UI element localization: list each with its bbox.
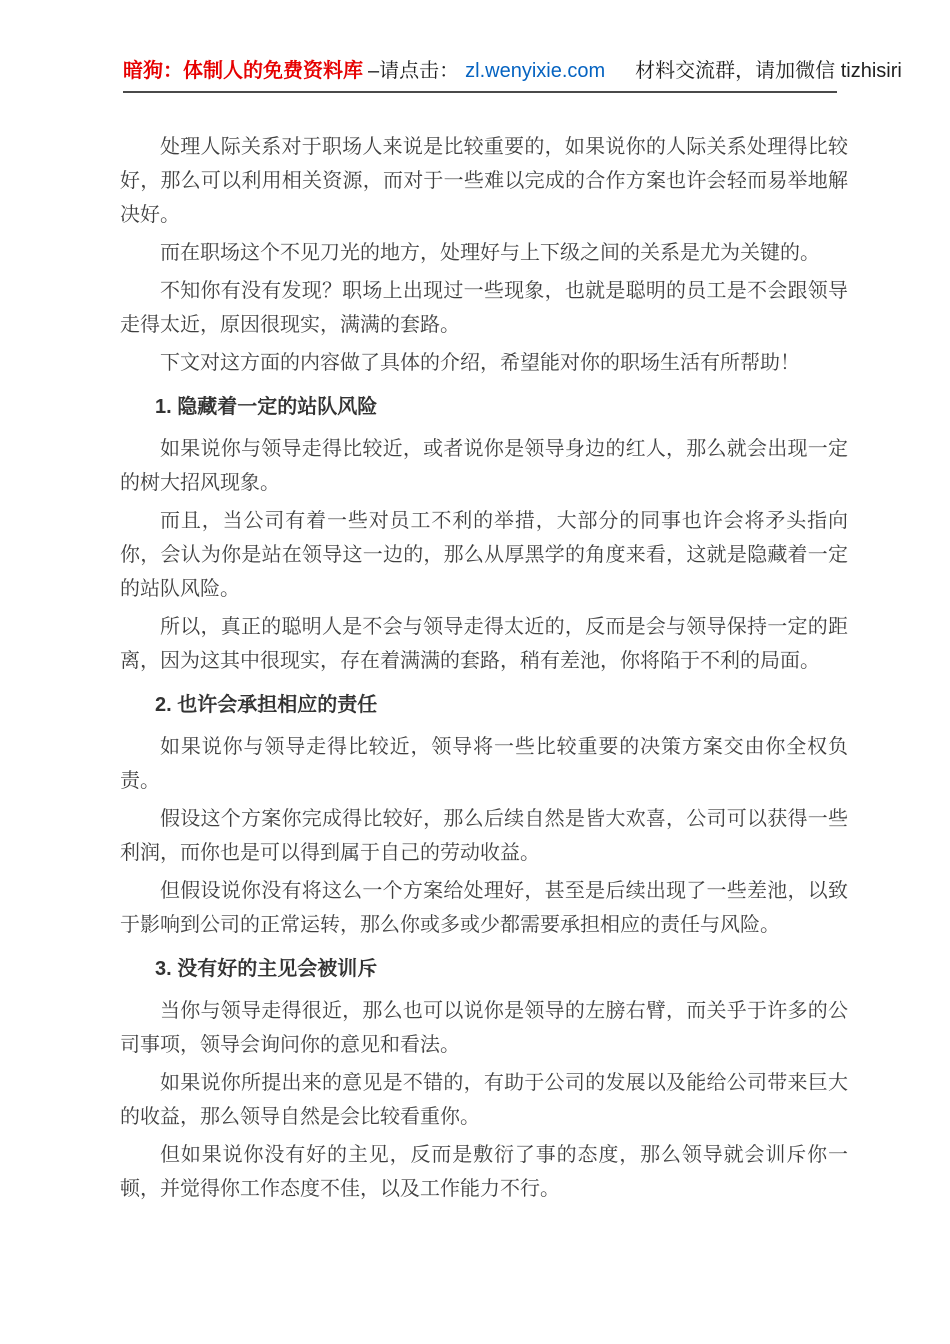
paragraph: 而在职场这个不见刀光的地方，处理好与上下级之间的关系是尤为关键的。 [160, 242, 820, 264]
click-prompt-text: –请点击： [368, 60, 460, 82]
paragraph: 不知你有没有发现？职场上出现过一些现象，也就是聪明的员工是不会跟领导走得太近，原因很现实，满满的套路。 [120, 280, 848, 336]
brand-text: 暗狗：体制人的免费资料库 [123, 60, 363, 82]
wechat-note-text: 材料交流群，请加微信 tizhisiri [635, 60, 902, 82]
paragraph: 所以，真正的聪明人是不会与领导走得太近的，反而是会与领导保持一定的距离，因为这其中很现实，存在着满满的套路，稍有差池，你将陷于不利的局面。 [120, 616, 848, 672]
paragraph: 如果说你与领导走得比较近，或者说你是领导身边的红人，那么就会出现一定的树大招风现象。 [120, 438, 848, 494]
paragraph: 下文对这方面的内容做了具体的介绍，希望能对你的职场生活有所帮助！ [160, 352, 800, 374]
paragraph: 如果说你所提出来的意见是不错的，有助于公司的发展以及能给公司带来巨大的收益，那么领导自然是会比较看重你。 [120, 1072, 848, 1128]
article-body [120, 126, 848, 1210]
paragraph: 假设这个方案你完成得比较好，那么后续自然是皆大欢喜，公司可以获得一些利润，而你也是可以得到属于自己的劳动收益。 [120, 808, 848, 864]
section-heading: 3. 没有好的主见会被训斥 [155, 958, 378, 980]
site-link[interactable]: zl.wenyixie.com [465, 60, 606, 82]
paragraph: 但如果说你没有好的主见，反而是敷衍了事的态度，那么领导就会训斥你一顿，并觉得你工作态度不佳，以及工作能力不行。 [120, 1144, 848, 1200]
paragraph: 当你与领导走得很近，那么也可以说你是领导的左膀右臂，而关乎于许多的公司事项，领导会询问你的意见和看法。 [120, 1000, 848, 1056]
paragraph: 但假设说你没有将这么一个方案给处理好，甚至是后续出现了一些差池，以致于影响到公司的正常运转，那么你或多或少都需要承担相应的责任与风险。 [120, 880, 848, 936]
paragraph: 如果说你与领导走得比较近，领导将一些比较重要的决策方案交由你全权负责。 [120, 736, 848, 792]
section-heading: 1. 隐藏着一定的站队风险 [155, 396, 378, 418]
paragraph: 而且，当公司有着一些对员工不利的举措，大部分的同事也许会将矛头指向你，会认为你是站在领导这一边的，那么从厚黑学的角度来看，这就是隐藏着一定的站队风险。 [120, 510, 848, 600]
paragraph: 处理人际关系对于职场人来说是比较重要的，如果说你的人际关系处理得比较好，那么可以利用相关资源，而对于一些难以完成的合作方案也许会轻而易举地解决好。 [120, 136, 848, 226]
page-header [123, 58, 902, 93]
section-heading: 2. 也许会承担相应的责任 [155, 694, 378, 716]
